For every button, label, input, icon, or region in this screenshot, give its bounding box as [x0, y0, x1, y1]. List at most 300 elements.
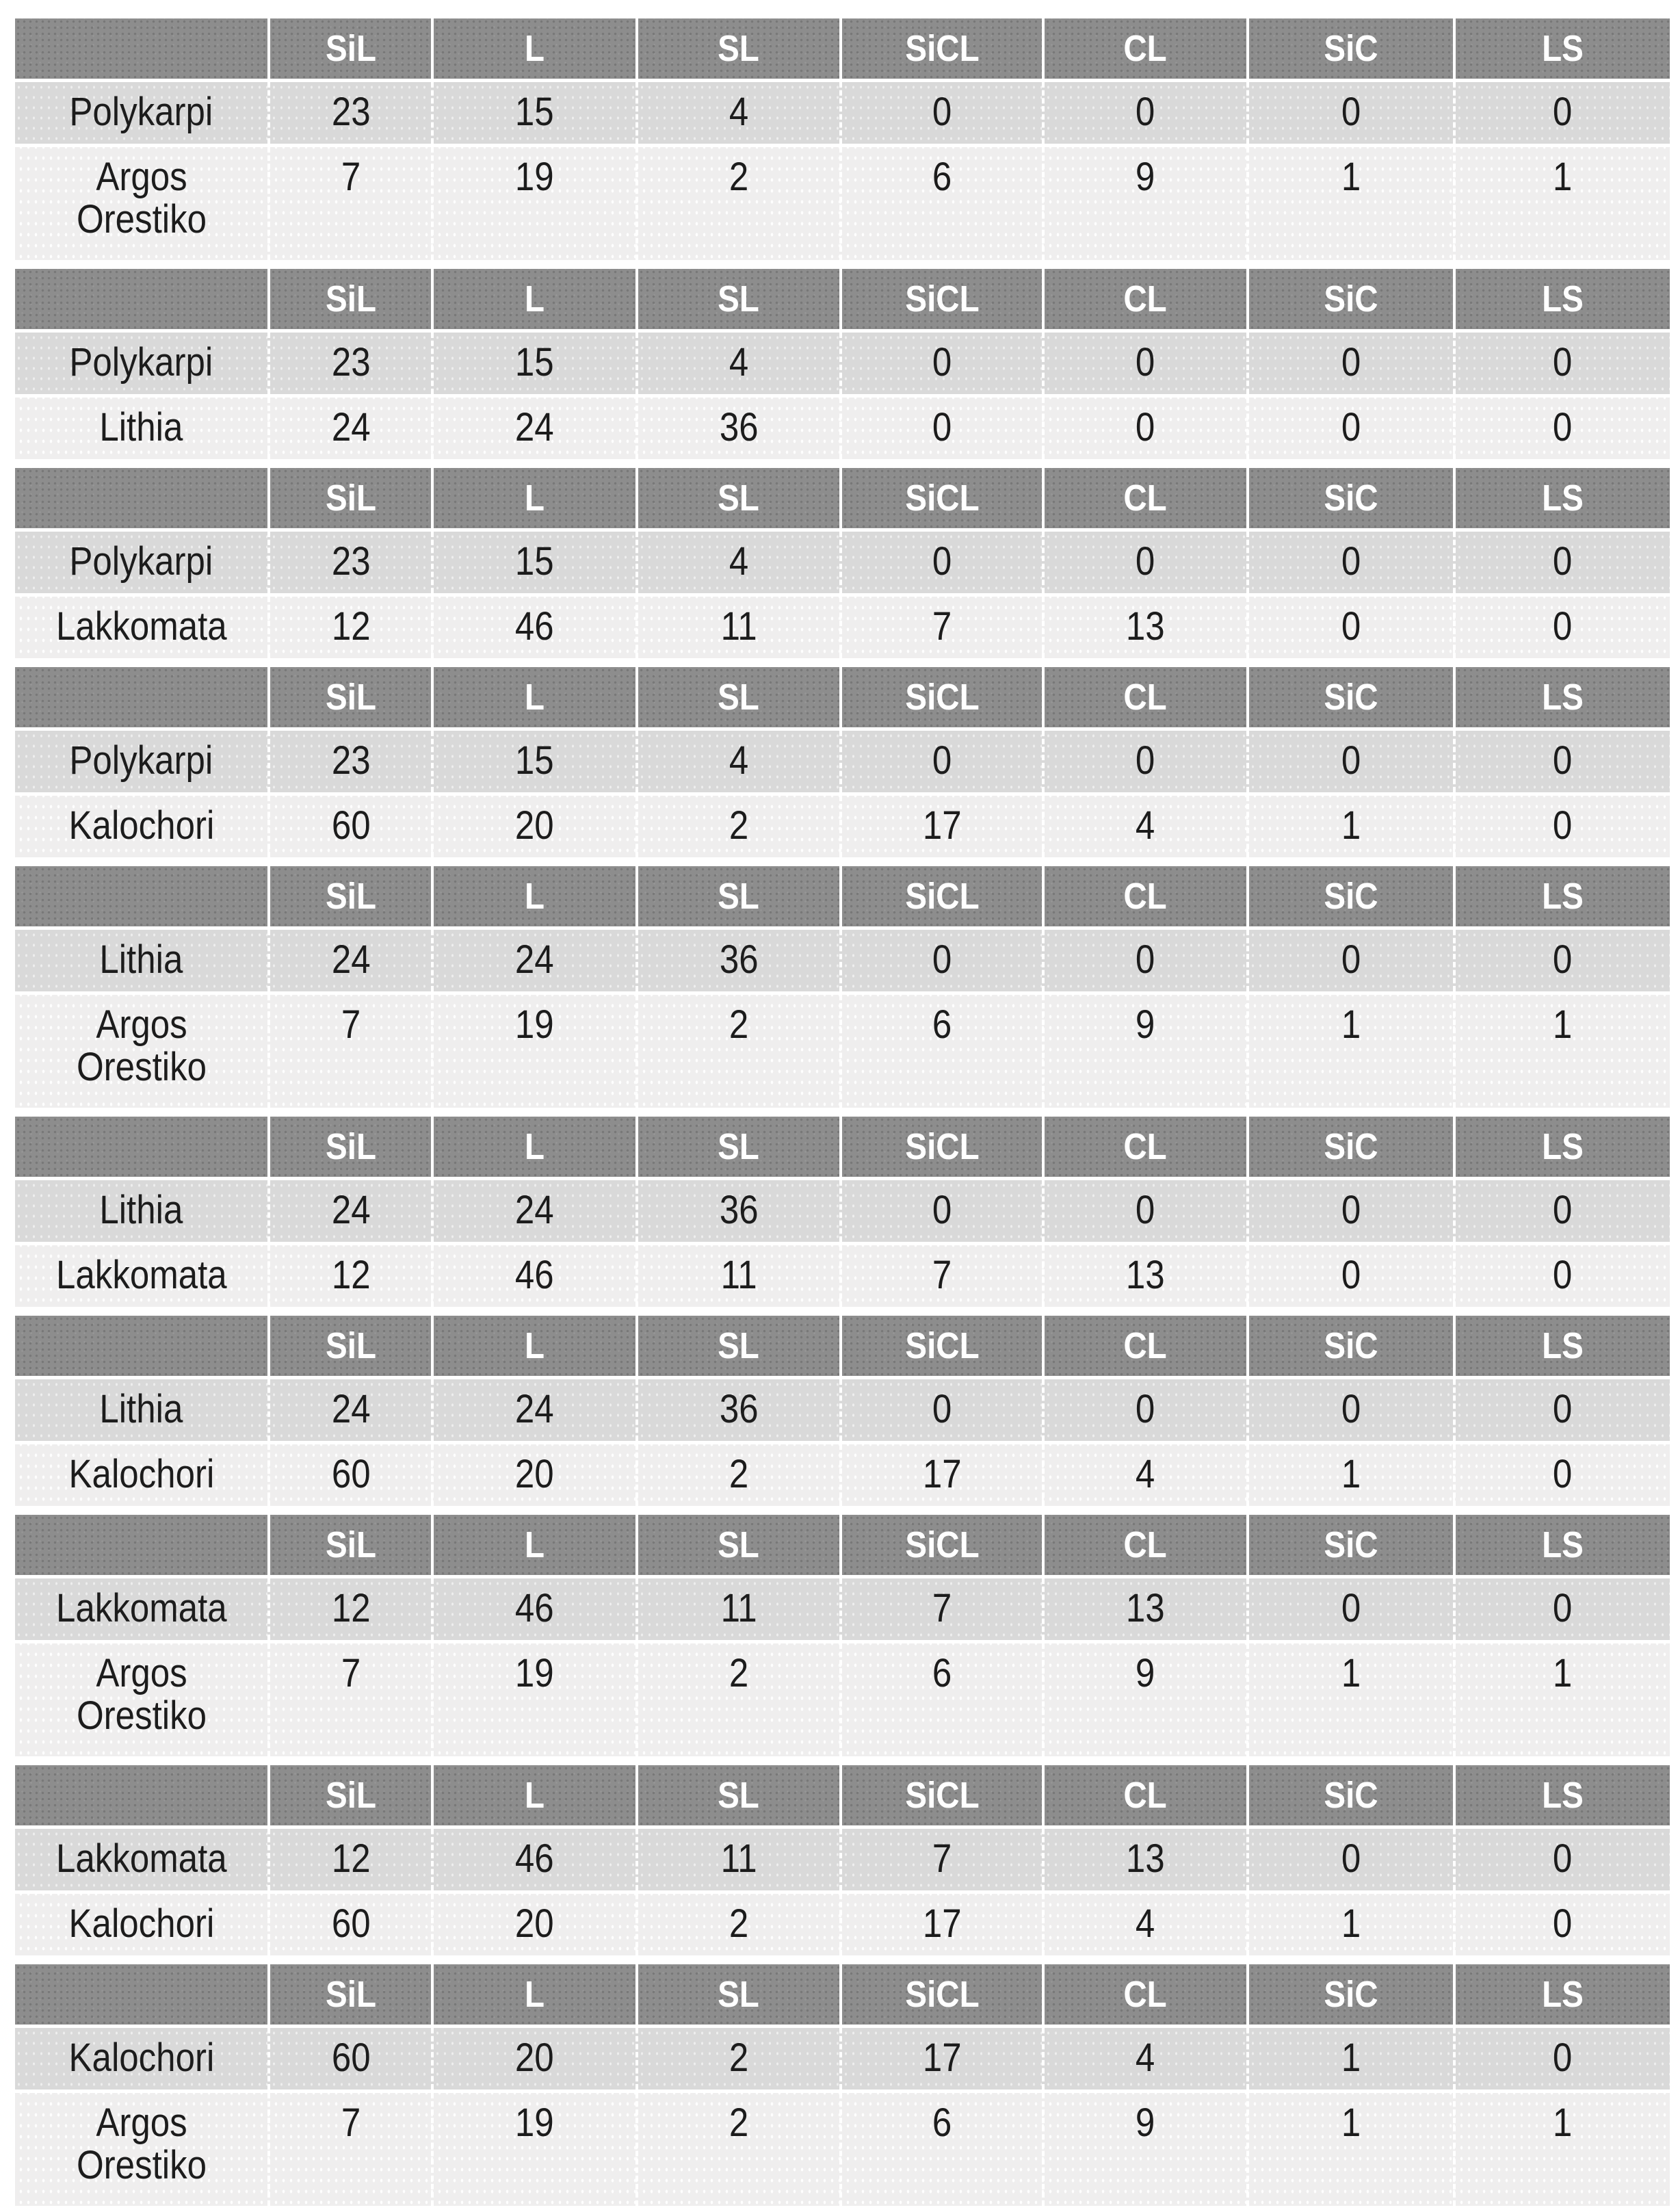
value-cell [431, 796, 635, 857]
value-cell [839, 1643, 1042, 1756]
cell-value: 1 [1341, 1002, 1361, 1047]
column-header-label: SiL [325, 28, 376, 69]
cell-value: 20 [515, 1452, 555, 1496]
value-cell [267, 597, 431, 658]
column-header-cell [267, 1515, 431, 1575]
cell-value: 24 [515, 937, 555, 982]
column-header-label: SL [718, 1775, 760, 1816]
value-cell [839, 532, 1042, 593]
value-cell [1453, 796, 1670, 857]
value-cell [635, 82, 839, 144]
column-header-cell [267, 18, 431, 79]
cell-value: 1 [1341, 2100, 1361, 2145]
site-comparison-table [15, 866, 1670, 1108]
cell-value: 0 [1136, 90, 1155, 134]
cell-value: 17 [922, 1452, 962, 1496]
cell-value: 24 [331, 1188, 371, 1232]
value-cell [839, 1829, 1042, 1890]
column-header-label: LS [1542, 1325, 1584, 1366]
cell-value: 60 [331, 2035, 371, 2080]
value-cell [1246, 532, 1453, 593]
value-cell [1246, 333, 1453, 394]
value-cell [635, 2093, 839, 2206]
column-header-label: L [525, 1325, 545, 1366]
column-header-label: CL [1123, 28, 1168, 69]
cell-value: 9 [1136, 1651, 1155, 1695]
column-header-label: SiCL [905, 1325, 980, 1366]
column-header-cell [635, 667, 839, 727]
cell-value: 0 [1553, 604, 1573, 649]
table-header-row [15, 1515, 1670, 1575]
value-cell [431, 731, 635, 792]
cell-value: 1 [1341, 1901, 1361, 1946]
row-label: Argos Orestiko [76, 2100, 207, 2187]
value-cell [635, 398, 839, 459]
data-row [15, 532, 1670, 593]
table-header-row [15, 1964, 1670, 2025]
column-header-label: CL [1123, 1126, 1168, 1167]
value-cell [1453, 147, 1670, 260]
cell-value: 24 [331, 1387, 371, 1431]
row-label-cell [15, 333, 267, 394]
cell-value: 17 [922, 803, 962, 848]
data-row [15, 995, 1670, 1108]
column-header-cell [635, 18, 839, 79]
value-cell [1246, 796, 1453, 857]
column-header-cell [267, 667, 431, 727]
cell-value: 2 [729, 803, 749, 848]
column-header-cell [839, 866, 1042, 926]
value-cell [1453, 930, 1670, 991]
cell-value: 0 [932, 90, 952, 134]
value-cell [267, 147, 431, 260]
site-comparison-table [15, 1117, 1670, 1307]
value-cell [1246, 1643, 1453, 1756]
value-cell [635, 930, 839, 991]
row-label-cell [15, 1578, 267, 1640]
value-cell [431, 1894, 635, 1955]
column-header-label: SL [718, 478, 760, 519]
cell-value: 0 [1136, 539, 1155, 584]
row-label-cell [15, 82, 267, 144]
table-header-row [15, 269, 1670, 329]
column-header-label: LS [1542, 278, 1584, 320]
value-cell [1453, 731, 1670, 792]
value-cell [635, 1444, 839, 1506]
cell-value: 24 [515, 1387, 555, 1431]
value-cell [1042, 1643, 1246, 1756]
value-cell [267, 1245, 431, 1307]
cell-value: 0 [1553, 1253, 1573, 1297]
column-header-cell [1453, 1515, 1670, 1575]
data-row [15, 1578, 1670, 1640]
cell-value: 15 [515, 90, 555, 134]
cell-value: 20 [515, 2035, 555, 2080]
column-header-cell [1453, 1316, 1670, 1376]
value-cell [1453, 333, 1670, 394]
cell-value: 6 [932, 2100, 952, 2145]
data-row [15, 1829, 1670, 1890]
value-cell [635, 333, 839, 394]
column-header-label: SiL [325, 876, 376, 917]
column-header-label: SiCL [905, 1775, 980, 1816]
cell-value: 11 [720, 604, 757, 649]
column-header-cell [431, 866, 635, 926]
corner-header-cell [15, 18, 267, 79]
value-cell [1042, 1379, 1246, 1441]
data-row [15, 597, 1670, 658]
cell-value: 0 [1341, 539, 1361, 584]
cell-value: 24 [515, 405, 555, 450]
value-cell [431, 930, 635, 991]
column-header-cell [635, 269, 839, 329]
cell-value: 9 [1136, 155, 1155, 199]
cell-value: 60 [331, 1901, 371, 1946]
data-row [15, 2028, 1670, 2090]
value-cell [431, 398, 635, 459]
column-header-label: CL [1123, 478, 1168, 519]
data-row [15, 82, 1670, 144]
column-header-label: L [525, 876, 545, 917]
row-label-cell [15, 532, 267, 593]
column-header-cell [1246, 269, 1453, 329]
column-header-cell [635, 1765, 839, 1825]
data-row [15, 1245, 1670, 1307]
value-cell [1453, 597, 1670, 658]
cell-value: 4 [729, 539, 749, 584]
cell-value: 6 [932, 155, 952, 199]
value-cell [431, 1245, 635, 1307]
value-cell [1246, 147, 1453, 260]
column-header-cell [1042, 18, 1246, 79]
cell-value: 0 [932, 539, 952, 584]
cell-value: 1 [1553, 155, 1573, 199]
table-header-row [15, 468, 1670, 528]
column-header-cell [1246, 1117, 1453, 1177]
row-label: Argos Orestiko [76, 155, 207, 242]
column-header-cell [839, 1515, 1042, 1575]
cell-value: 0 [1553, 1836, 1573, 1881]
value-cell [267, 1578, 431, 1640]
site-comparison-table [15, 1765, 1670, 1955]
column-header-label: CL [1123, 677, 1168, 718]
cell-value: 0 [1553, 803, 1573, 848]
row-label: Argos Orestiko [76, 1651, 207, 1738]
cell-value: 13 [1126, 1253, 1165, 1297]
cell-value: 2 [729, 1002, 749, 1047]
column-header-cell [431, 667, 635, 727]
value-cell [1246, 1829, 1453, 1890]
cell-value: 0 [1553, 1387, 1573, 1431]
value-cell [839, 333, 1042, 394]
cell-value: 0 [1553, 738, 1573, 783]
value-cell [267, 1643, 431, 1756]
column-header-cell [1042, 1316, 1246, 1376]
cell-value: 24 [331, 405, 371, 450]
value-cell [1246, 930, 1453, 991]
cell-value: 36 [719, 1387, 759, 1431]
value-cell [839, 796, 1042, 857]
value-cell [267, 1180, 431, 1242]
cell-value: 0 [1341, 604, 1361, 649]
column-header-cell [1246, 667, 1453, 727]
cell-value: 36 [719, 405, 759, 450]
column-header-cell [839, 468, 1042, 528]
cell-value: 12 [331, 1836, 371, 1881]
column-header-cell [1246, 18, 1453, 79]
column-header-label: SiC [1324, 677, 1378, 718]
value-cell [267, 930, 431, 991]
value-cell [839, 1444, 1042, 1506]
column-header-cell [1246, 1964, 1453, 2025]
column-header-label: SL [718, 1524, 760, 1565]
cell-value: 2 [729, 155, 749, 199]
value-cell [635, 147, 839, 260]
column-header-label: SiC [1324, 1325, 1378, 1366]
column-header-label: SiL [325, 1524, 376, 1565]
value-cell [635, 1829, 839, 1890]
cell-value: 2 [729, 1901, 749, 1946]
row-label: Kalochori [68, 2035, 214, 2080]
value-cell [635, 1578, 839, 1640]
cell-value: 7 [932, 604, 952, 649]
data-row [15, 1444, 1670, 1506]
column-header-cell [1042, 468, 1246, 528]
row-label: Lakkomata [55, 1253, 227, 1297]
cell-value: 9 [1136, 1002, 1155, 1047]
cell-value: 2 [729, 1651, 749, 1695]
row-label: Lakkomata [55, 1836, 227, 1881]
cell-value: 7 [932, 1586, 952, 1630]
cell-value: 0 [1136, 738, 1155, 783]
column-header-cell [431, 1515, 635, 1575]
column-header-label: CL [1123, 1325, 1168, 1366]
cell-value: 0 [1553, 937, 1573, 982]
column-header-label: SiCL [905, 478, 980, 519]
column-header-label: SiCL [905, 278, 980, 320]
cell-value: 23 [331, 539, 371, 584]
column-header-label: SiCL [905, 876, 980, 917]
cell-value: 1 [1341, 803, 1361, 848]
cell-value: 15 [515, 539, 555, 584]
cell-value: 0 [1553, 1452, 1573, 1496]
column-header-label: L [525, 677, 545, 718]
value-cell [1042, 1245, 1246, 1307]
value-cell [1042, 1578, 1246, 1640]
column-header-cell [267, 468, 431, 528]
column-header-cell [635, 1515, 839, 1575]
value-cell [267, 2028, 431, 2090]
corner-header-cell [15, 269, 267, 329]
value-cell [1042, 82, 1246, 144]
row-label-cell [15, 1379, 267, 1441]
row-label: Polykarpi [69, 90, 213, 134]
column-header-label: SiCL [905, 28, 980, 69]
column-header-cell [267, 1117, 431, 1177]
column-header-cell [1453, 18, 1670, 79]
column-header-label: SL [718, 28, 760, 69]
data-row [15, 731, 1670, 792]
table-header-row [15, 1117, 1670, 1177]
value-cell [839, 1379, 1042, 1441]
column-header-label: L [525, 478, 545, 519]
cell-value: 0 [1341, 1253, 1361, 1297]
column-header-label: SL [718, 876, 760, 917]
value-cell [431, 1180, 635, 1242]
cell-value: 0 [1553, 1586, 1573, 1630]
value-cell [431, 2028, 635, 2090]
cell-value: 46 [515, 1586, 555, 1630]
cell-value: 20 [515, 1901, 555, 1946]
column-header-label: LS [1542, 478, 1584, 519]
column-header-cell [839, 667, 1042, 727]
cell-value: 1 [1341, 1651, 1361, 1695]
column-header-label: SiC [1324, 1775, 1378, 1816]
column-header-label: CL [1123, 1974, 1168, 2015]
value-cell [1453, 398, 1670, 459]
value-cell [1246, 1894, 1453, 1955]
column-header-label: L [525, 1775, 545, 1816]
row-label-cell [15, 2028, 267, 2090]
data-row [15, 398, 1670, 459]
cell-value: 4 [1136, 2035, 1155, 2080]
data-row [15, 1643, 1670, 1756]
column-header-cell [1246, 866, 1453, 926]
cell-value: 0 [1341, 1586, 1361, 1630]
value-cell [431, 532, 635, 593]
site-comparison-table [15, 667, 1670, 857]
value-cell [635, 796, 839, 857]
row-label-cell [15, 1444, 267, 1506]
value-cell [431, 1829, 635, 1890]
row-label: Lakkomata [55, 1586, 227, 1630]
row-label-cell [15, 1894, 267, 1955]
cell-value: 24 [331, 937, 371, 982]
cell-value: 0 [1553, 1188, 1573, 1232]
cell-value: 0 [1341, 340, 1361, 385]
value-cell [1246, 1180, 1453, 1242]
corner-header-cell [15, 866, 267, 926]
cell-value: 46 [515, 1253, 555, 1297]
value-cell [267, 1379, 431, 1441]
column-header-label: SiL [325, 1775, 376, 1816]
value-cell [431, 1578, 635, 1640]
row-label-cell [15, 995, 267, 1108]
column-header-label: L [525, 1524, 545, 1565]
column-header-cell [635, 1117, 839, 1177]
column-header-cell [1042, 1117, 1246, 1177]
value-cell [1246, 1379, 1453, 1441]
column-header-label: CL [1123, 278, 1168, 320]
value-cell [839, 597, 1042, 658]
value-cell [839, 2093, 1042, 2206]
column-header-cell [1453, 468, 1670, 528]
column-header-label: SiC [1324, 28, 1378, 69]
cell-value: 9 [1136, 2100, 1155, 2145]
row-label-cell [15, 796, 267, 857]
cell-value: 7 [341, 1651, 360, 1695]
value-cell [1453, 2028, 1670, 2090]
column-header-label: SiCL [905, 677, 980, 718]
value-cell [1042, 597, 1246, 658]
value-cell [1453, 1180, 1670, 1242]
row-label: Polykarpi [69, 539, 213, 584]
column-header-cell [1042, 667, 1246, 727]
cell-value: 0 [1553, 90, 1573, 134]
cell-value: 0 [1341, 1836, 1361, 1881]
cell-value: 6 [932, 1651, 952, 1695]
value-cell [635, 995, 839, 1108]
column-header-cell [431, 269, 635, 329]
column-header-label: SiL [325, 1126, 376, 1167]
value-cell [431, 2093, 635, 2206]
value-cell [431, 1444, 635, 1506]
value-cell [431, 597, 635, 658]
column-header-cell [1453, 269, 1670, 329]
row-label: Polykarpi [69, 738, 213, 783]
column-header-label: SL [718, 1325, 760, 1366]
cell-value: 17 [922, 1901, 962, 1946]
row-label: Lakkomata [55, 604, 227, 649]
corner-header-cell [15, 1117, 267, 1177]
cell-value: 0 [932, 738, 952, 783]
cell-value: 4 [1136, 803, 1155, 848]
cell-value: 2 [729, 2100, 749, 2145]
cell-value: 11 [720, 1836, 757, 1881]
site-comparison-table [15, 1515, 1670, 1756]
column-header-cell [431, 1765, 635, 1825]
row-label: Lithia [99, 1188, 183, 1232]
column-header-cell [1453, 1117, 1670, 1177]
data-row [15, 930, 1670, 991]
corner-header-cell [15, 1515, 267, 1575]
site-comparison-table [15, 1316, 1670, 1506]
cell-value: 2 [729, 2035, 749, 2080]
table-header-row [15, 1316, 1670, 1376]
value-cell [839, 1578, 1042, 1640]
cell-value: 23 [331, 738, 371, 783]
corner-header-cell [15, 1964, 267, 2025]
cell-value: 13 [1126, 1586, 1165, 1630]
row-label-cell [15, 1643, 267, 1756]
column-header-label: SL [718, 1974, 760, 2015]
cell-value: 4 [729, 738, 749, 783]
cell-value: 0 [1553, 405, 1573, 450]
column-header-label: SiC [1324, 1974, 1378, 2015]
column-header-cell [267, 1316, 431, 1376]
value-cell [839, 82, 1042, 144]
column-header-cell [1042, 1515, 1246, 1575]
cell-value: 11 [720, 1586, 757, 1630]
value-cell [431, 1379, 635, 1441]
value-cell [839, 1245, 1042, 1307]
table-header-row [15, 18, 1670, 79]
row-label: Kalochori [68, 1452, 214, 1496]
tables-container [15, 18, 1670, 2206]
value-cell [635, 1245, 839, 1307]
column-header-cell [635, 1964, 839, 2025]
cell-value: 1 [1553, 2100, 1573, 2145]
corner-header-cell [15, 1316, 267, 1376]
cell-value: 12 [331, 604, 371, 649]
value-cell [431, 333, 635, 394]
value-cell [431, 1643, 635, 1756]
value-cell [267, 995, 431, 1108]
column-header-cell [1246, 1316, 1453, 1376]
column-header-cell [1246, 1515, 1453, 1575]
value-cell [1453, 1444, 1670, 1506]
site-comparison-table [15, 18, 1670, 260]
